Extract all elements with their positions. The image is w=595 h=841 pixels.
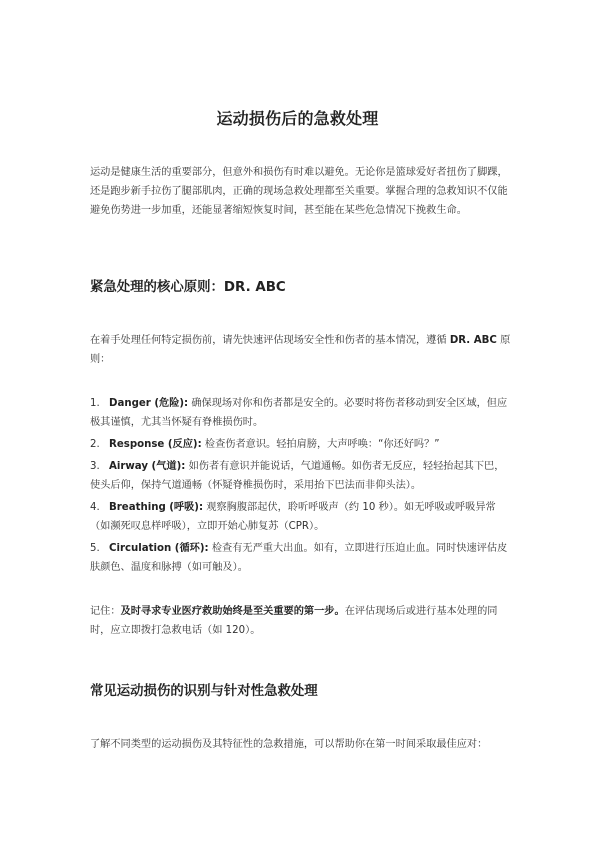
list-item-text: 确保现场对你和伤者都是安全的。必要时将伤者移动到安全区域，但应极其谨慎，尤其当怀疑有脊椎损伤时。 [90,398,508,428]
list-item-text: 如伤者有意识并能说话，气道通畅。如伤者无反应，轻轻抬起其下巴，使头后仰，保持气道通畅（怀疑脊椎损伤时，采用抬下巴法而非仰头法）。 [90,461,505,491]
section-heading-principles: 紧急处理的核心原则：DR. ABC [90,280,286,295]
list-item-term: Response (反应): [109,439,202,450]
principles-lead-text: 在着手处理任何特定损伤前，请先快速评估现场安全性和伤者的基本情况，遵循 [90,335,447,346]
list-item [90,498,514,536]
list-item-term: Airway (气道): [109,461,186,472]
principles-lead-paragraph [90,331,514,369]
dr-abc-list [90,394,514,580]
list-item [90,394,514,432]
list-item-term: Breathing (呼吸): [109,502,204,513]
reminder-text: 在评估现场后或进行基本处理的同时，应立即拨打急救电话（如 120）。 [90,606,498,636]
section-heading-injuries: 常见运动损伤的识别与针对性急救处理 [90,684,318,699]
principles-lead-tail: 原则： [90,335,511,365]
list-item [90,457,514,495]
injuries-lead-paragraph: 了解不同类型的运动损伤及其特征性的急救措施，可以帮助你在第一时间采取最佳应对： [90,739,488,750]
list-item-term: Circulation (循环): [109,543,209,554]
list-item-number: 3. [90,461,100,472]
intro-paragraph: 运动是健康生活的重要部分，但意外和损伤有时难以避免。无论你是篮球爱好者扭伤了脚踝，还是跑步新手拉伤了腿部肌肉，正确的现场急救处理都至关重要。掌握合理的急救知识不仅能避免伤势进一步加重，还能显著缩短恢复时间，甚至能在某些危急情况下挽救生命。 [90,167,508,216]
list-item-term: Danger (危险): [109,398,189,409]
list-item-text: 检查有无严重大出血。如有，立即进行压迫止血。同时快速评估皮肤颜色、温度和脉搏（如可触及）。 [90,543,508,573]
list-item-number: 2. [90,439,100,450]
principles-lead-bold: DR. ABC [449,335,497,346]
reminder-paragraph [90,602,514,640]
list-item-text: 观察胸腹部起伏，聆听呼吸声（约 10 秒）。如无呼吸或呼吸异常（如濒死叹息样呼吸），立即开始心肺复苏（CPR）。 [90,502,496,532]
list-item-text: 检查伤者意识。轻拍肩膀，大声呼唤：“你还好吗？” [204,439,440,450]
list-item-number: 1. [90,398,100,409]
reminder-prefix: 记住： [90,606,121,617]
document-title: 运动损伤后的急救处理 [216,109,379,128]
list-item [90,435,514,454]
list-item-number: 5. [90,543,100,554]
list-item [90,539,514,577]
list-item-number: 4. [90,502,100,513]
reminder-emphasis: 及时寻求专业医疗救助始终是至关重要的第一步。 [120,606,345,617]
